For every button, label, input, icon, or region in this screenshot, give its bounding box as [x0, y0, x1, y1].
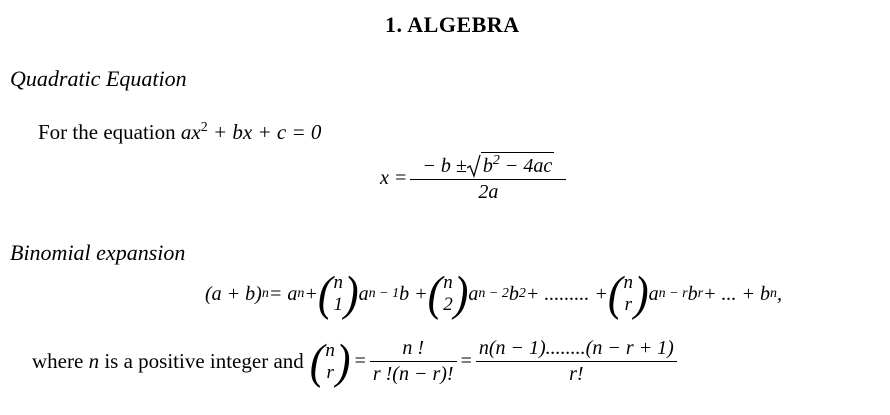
- quadratic-equation-rest: + bx + c = 0: [207, 120, 322, 144]
- radical-icon: [467, 154, 481, 178]
- binomial-term2-b: b: [508, 282, 519, 305]
- binom-coefficient-1: ( n 1 ): [317, 266, 359, 321]
- binomial-term-r-exp: n − r: [658, 286, 688, 301]
- sqrt-symbol: [467, 152, 554, 178]
- quadratic-numerator: [419, 152, 557, 179]
- binomial-lhs: (a + b): [205, 282, 262, 305]
- quadratic-formula-lhs: x =: [380, 166, 408, 189]
- radicand: $b^2 - 4ac$: [482, 153, 553, 177]
- binomial-eq: = a: [268, 282, 298, 305]
- where-eq1: =: [354, 350, 366, 372]
- where-line: [32, 334, 677, 388]
- binomial-term-r-b: b: [687, 282, 698, 305]
- quadratic-intro-text: For the equation: [38, 120, 176, 144]
- binomial-term2: a: [468, 282, 479, 305]
- binomial-plus: +: [304, 282, 318, 305]
- binomial-heading: Binomial expansion: [10, 240, 186, 265]
- binomial-tail-exp: n: [770, 286, 778, 301]
- binomial-dots: + ......... +: [525, 282, 608, 305]
- factorial-numerator: n !: [402, 337, 425, 359]
- where-text: where n is a positive integer and: [32, 349, 304, 373]
- factorial-fraction: [370, 337, 457, 386]
- quadratic-formula: [380, 152, 566, 204]
- quadratic-fraction: [410, 152, 566, 204]
- binomial-tail: + ... + b: [703, 282, 771, 305]
- binomial-term1-exp: n − 1: [368, 286, 400, 301]
- quadratic-equation-lhs: ax: [180, 120, 201, 144]
- binom-coefficient-2: ( n 2 ): [427, 266, 469, 321]
- where-eq2: =: [460, 350, 472, 372]
- binomial-term1: a: [358, 282, 369, 305]
- quadratic-intro-line: [38, 120, 321, 145]
- product-denominator: r!: [476, 361, 677, 386]
- product-fraction: [476, 337, 677, 386]
- binom-coefficient-r: ( n r ): [607, 266, 649, 321]
- product-numerator: n(n − 1)........(n − r + 1): [478, 337, 674, 359]
- binomial-t0-exp: n: [297, 286, 305, 301]
- binomial-term-r-b-exp: r: [697, 286, 704, 301]
- quadratic-equation-exp: 2: [200, 120, 208, 135]
- page-title: 1. ALGEBRA: [385, 12, 520, 37]
- binomial-lhs-exp: n: [261, 286, 269, 301]
- binomial-term2-b-exp: 2: [518, 286, 526, 301]
- quadratic-heading: Quadratic Equation: [10, 66, 187, 91]
- binomial-term1-b: b +: [399, 282, 428, 305]
- quadratic-denominator: 2a: [410, 179, 566, 204]
- binom-coefficient-nr: ( n r ): [309, 334, 351, 388]
- binomial-term2-exp: n − 2: [478, 286, 509, 301]
- quadratic-numerator-pre: − b ±: [422, 155, 467, 177]
- factorial-denominator: r !(n − r)!: [370, 361, 457, 386]
- binomial-term-r: a: [648, 282, 659, 305]
- binomial-end: ,: [777, 282, 783, 305]
- binomial-expansion: [205, 266, 783, 321]
